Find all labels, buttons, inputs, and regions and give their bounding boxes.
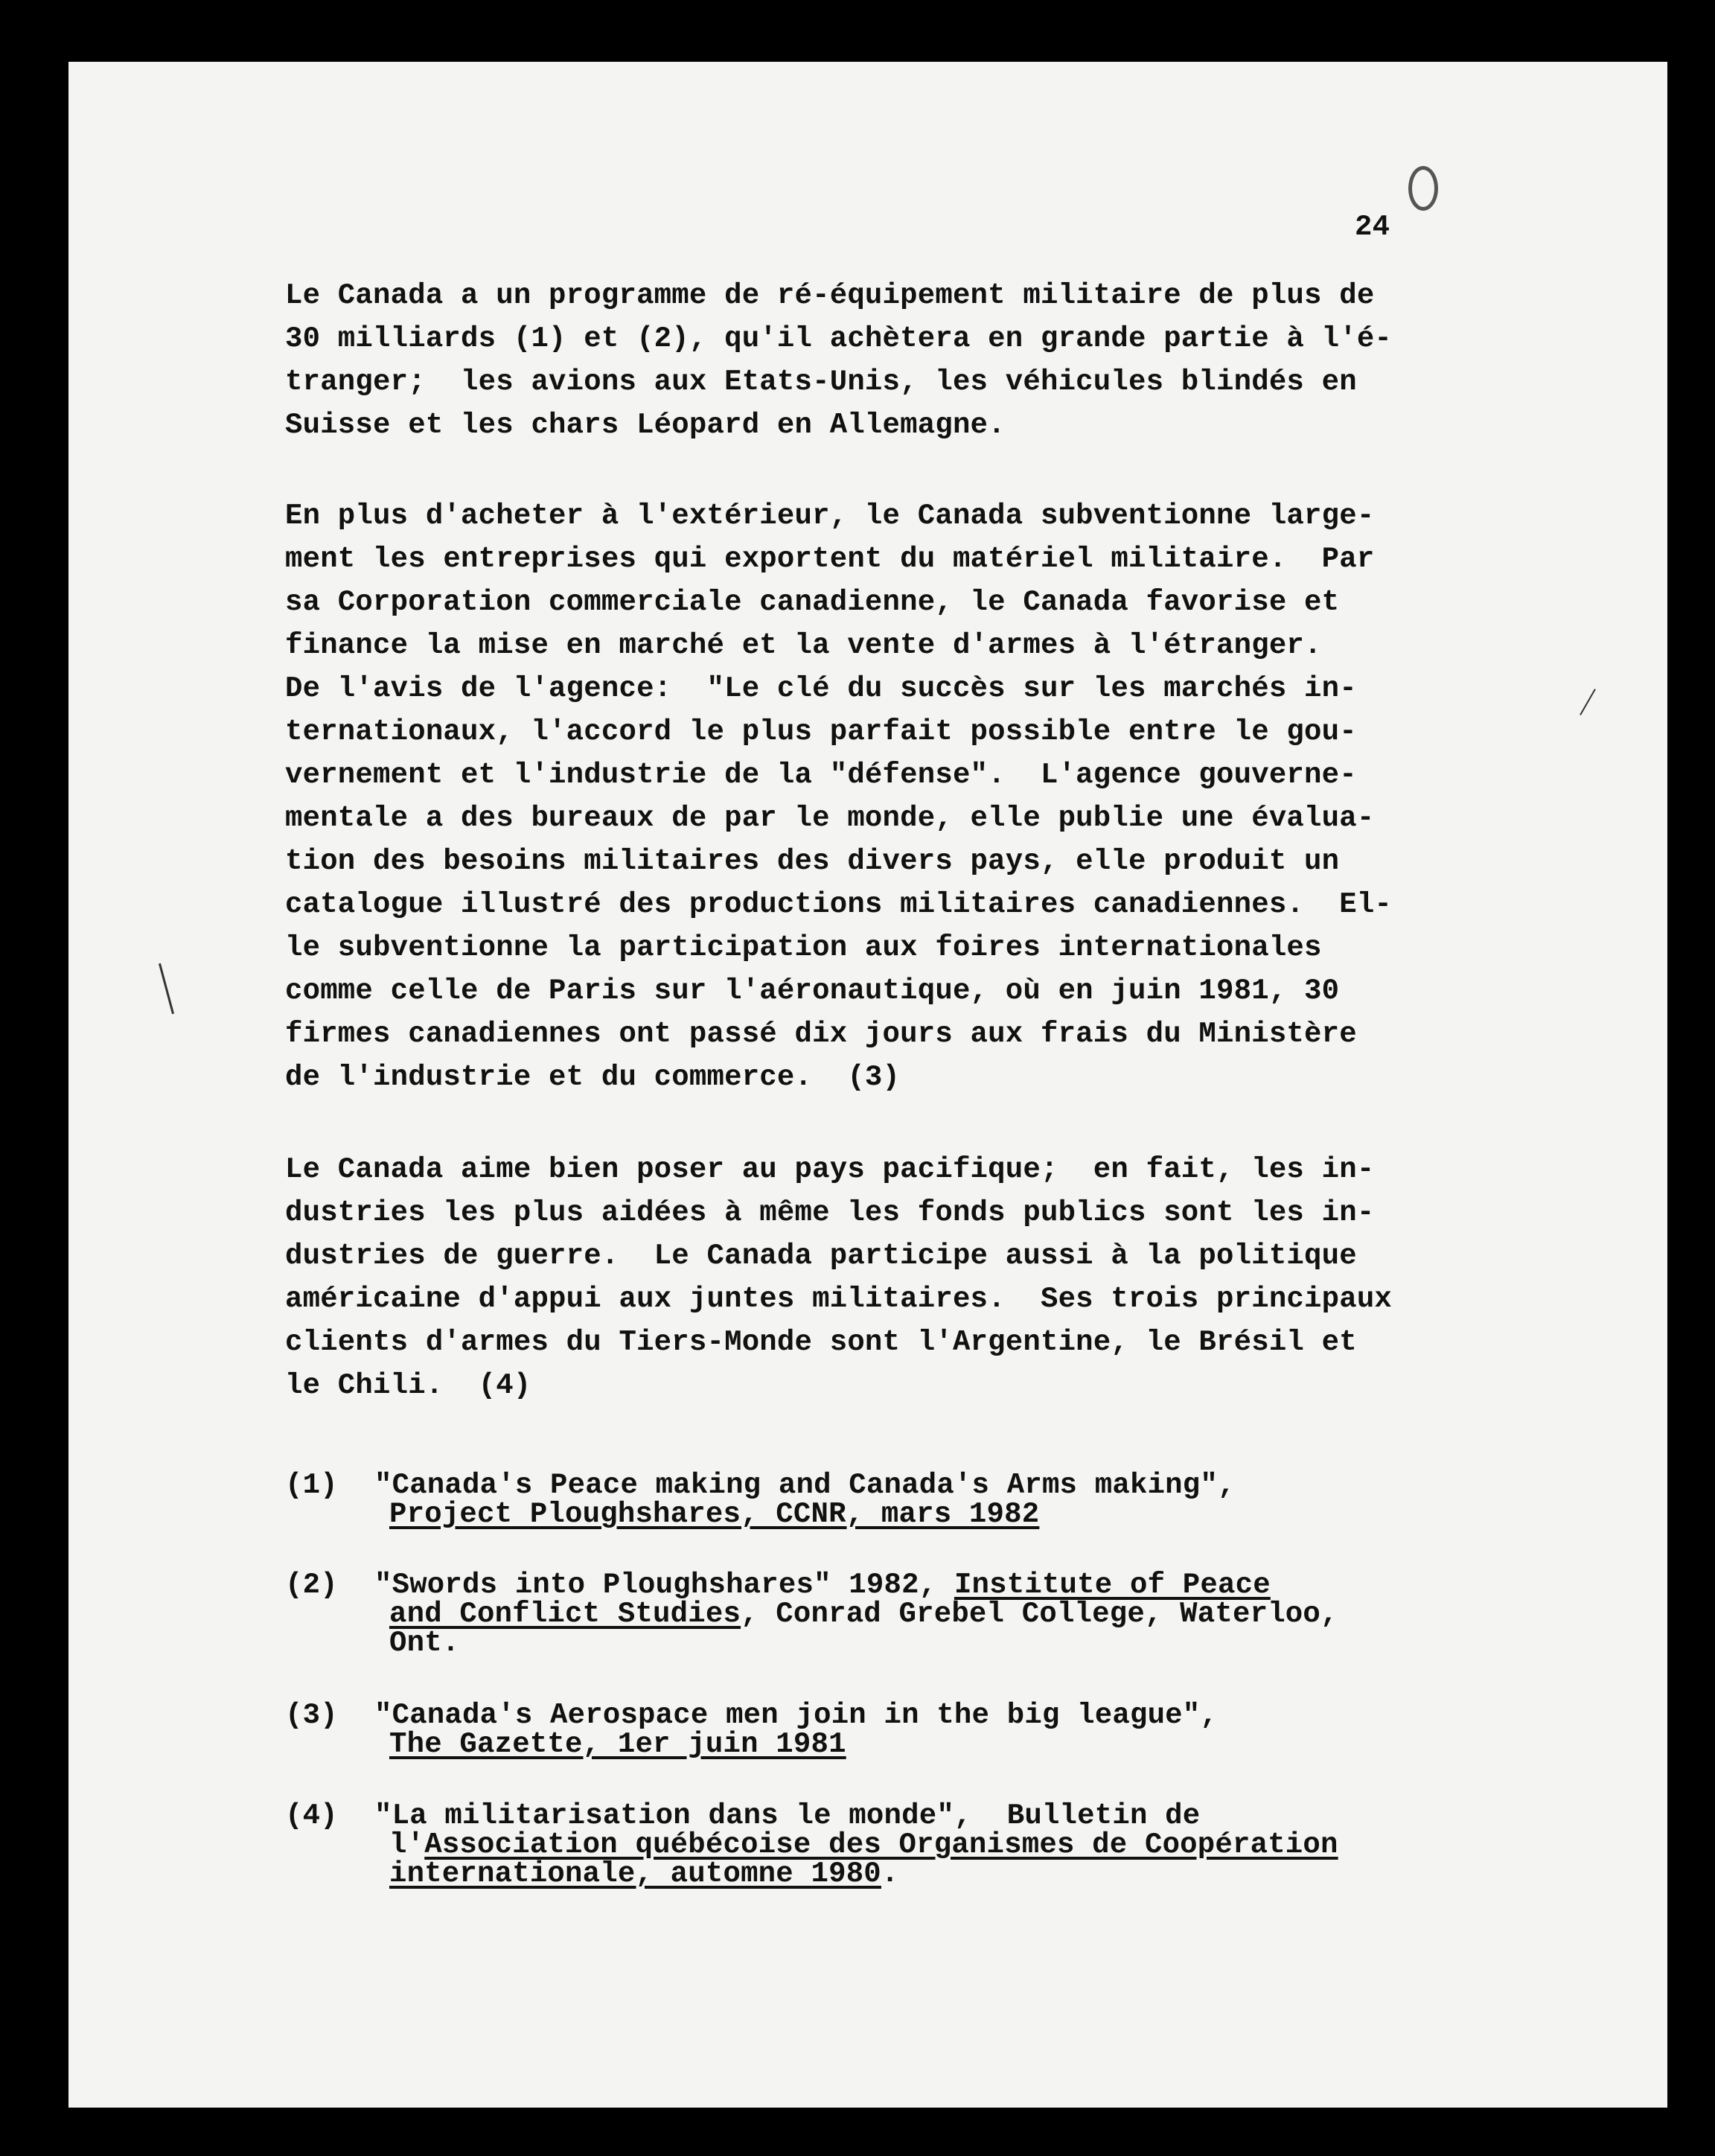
text-line: comme celle de Paris sur l'aéronautique, où en juin 1981, 30 bbox=[285, 975, 1340, 1007]
text-line: mentale a des bureaux de par le monde, elle publie une évalua- bbox=[285, 802, 1375, 835]
text-line: dustries de guerre. Le Canada participe aussi à la politique bbox=[285, 1240, 1357, 1272]
underlined-citation: and Conflict Studies bbox=[389, 1598, 741, 1630]
footnote-number: (3) bbox=[285, 1699, 338, 1732]
scan-mark bbox=[1580, 689, 1596, 715]
footnote-number: (2) bbox=[285, 1569, 338, 1601]
text-line: dustries les plus aidées à même les fonds publics sont les in- bbox=[285, 1196, 1375, 1229]
underlined-citation: internationale, automne 1980 bbox=[389, 1857, 881, 1890]
underlined-citation: The Gazette, 1er juin 1981 bbox=[389, 1728, 846, 1761]
footnote-line bbox=[374, 1571, 1338, 1600]
text-line: Le Canada a un programme de ré-équipement militaire de plus de bbox=[285, 279, 1375, 312]
footnote-line bbox=[374, 1629, 1338, 1658]
text-line: ment les entreprises qui exportent du matériel militaire. Par bbox=[285, 543, 1375, 575]
paragraph-3 bbox=[285, 1148, 1392, 1407]
citation-text: Ont. bbox=[389, 1627, 460, 1659]
text-line: catalogue illustré des productions militaires canadiennes. El- bbox=[285, 888, 1393, 921]
text-line: vernement et l'industrie de la "défense". L'agence gouverne- bbox=[285, 759, 1357, 791]
text-line: tranger; les avions aux Etats-Unis, les véhicules blindés en bbox=[285, 366, 1357, 398]
citation-text: "La militarisation dans le monde", Bulletin de bbox=[374, 1799, 1201, 1832]
text-line: Le Canada aime bien poser au pays pacifique; en fait, les in- bbox=[285, 1153, 1375, 1186]
footnote-line bbox=[374, 1600, 1338, 1629]
citation-text: "Canada's Peace making and Canada's Arms making", bbox=[374, 1469, 1236, 1502]
footnote-number: (4) bbox=[285, 1799, 338, 1832]
text-line: Suisse et les chars Léopard en Allemagne. bbox=[285, 409, 1006, 441]
text-line: En plus d'acheter à l'extérieur, le Canada subventionne large- bbox=[285, 500, 1375, 532]
paragraph-2 bbox=[285, 494, 1392, 1099]
scan-mark bbox=[159, 963, 174, 1014]
footnote-line bbox=[374, 1730, 1218, 1759]
footnote-line bbox=[374, 1500, 1236, 1529]
footnote-number: (1) bbox=[285, 1469, 338, 1502]
text-line: américaine d'appui aux juntes militaires. Ses trois principaux bbox=[285, 1283, 1393, 1315]
page-number: 24 bbox=[1355, 211, 1390, 243]
footnote-line bbox=[374, 1471, 1236, 1500]
text-line: clients d'armes du Tiers-Monde sont l'Argentine, le Brésil et bbox=[285, 1326, 1357, 1359]
text-line: le subventionne la participation aux foires internationales bbox=[285, 931, 1322, 964]
underlined-citation: Association québécoise des Organismes de Coopération bbox=[424, 1828, 1338, 1861]
text-line: ternationaux, l'accord le plus parfait possible entre le gou- bbox=[285, 715, 1357, 748]
citation-text: , Conrad Grebel College, Waterloo, bbox=[741, 1598, 1338, 1630]
hole-punch-mark bbox=[1408, 166, 1438, 211]
text-line: De l'avis de l'agence: "Le clé du succès sur les marchés in- bbox=[285, 672, 1357, 705]
citation-text: l' bbox=[389, 1828, 425, 1861]
text-line: firmes canadiennes ont passé dix jours aux frais du Ministère bbox=[285, 1018, 1357, 1050]
text-line: de l'industrie et du commerce. (3) bbox=[285, 1061, 901, 1094]
text-line: tion des besoins militaires des divers pays, elle produit un bbox=[285, 845, 1340, 878]
text-line: le Chili. (4) bbox=[285, 1369, 531, 1402]
citation-text: . bbox=[881, 1857, 899, 1890]
footnote-line bbox=[374, 1857, 1338, 1890]
citation-text: "Canada's Aerospace men join in the big league", bbox=[374, 1699, 1218, 1732]
text-line: 30 milliards (1) et (2), qu'il achètera en grande partie à l'é- bbox=[285, 322, 1393, 355]
citation-text: "Swords into Ploughshares" 1982, bbox=[374, 1569, 954, 1601]
underlined-citation: Institute of Peace bbox=[954, 1569, 1271, 1601]
document-page bbox=[68, 62, 1667, 2108]
text-line: sa Corporation commerciale canadienne, le Canada favorise et bbox=[285, 586, 1340, 619]
underlined-citation: Project Ploughshares, CCNR, mars 1982 bbox=[389, 1498, 1040, 1531]
paragraph-1 bbox=[285, 274, 1392, 447]
footnote-line bbox=[374, 1828, 1338, 1861]
footnote-line bbox=[374, 1799, 1338, 1832]
text-line: finance la mise en marché et la vente d'armes à l'étranger. bbox=[285, 629, 1322, 662]
footnote-line bbox=[374, 1701, 1218, 1730]
